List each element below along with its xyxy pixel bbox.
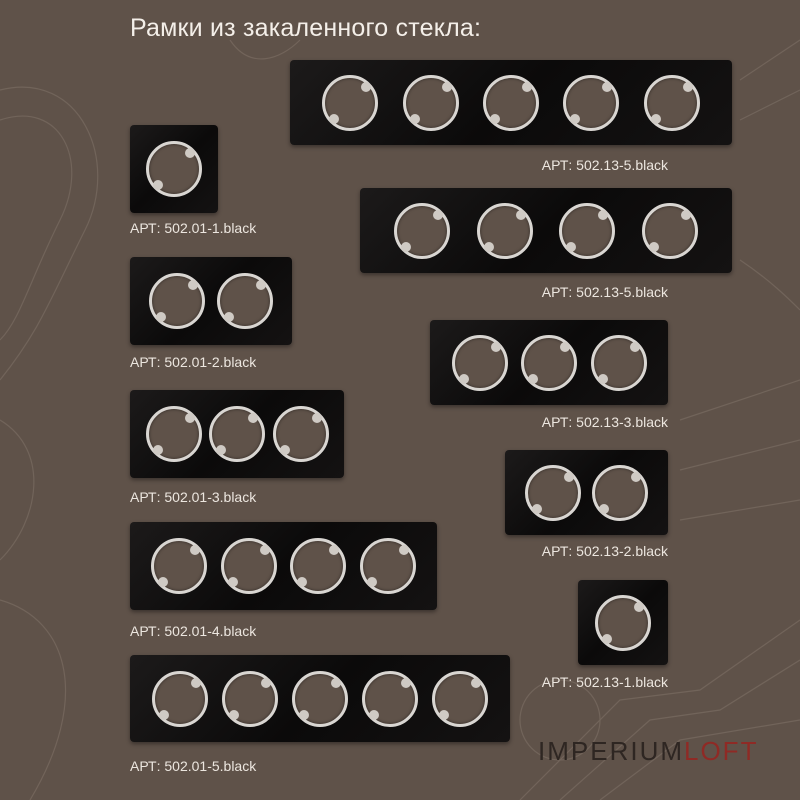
frame-right-1-gang [578, 580, 668, 665]
frame-right-5-gang [290, 60, 732, 145]
frame-left-1-gang [130, 125, 218, 213]
frame-left-2-gang [130, 257, 292, 345]
ring-opening [151, 538, 207, 594]
ring-opening [222, 671, 278, 727]
article-label: АРТ: 502.13-3.black [541, 414, 668, 430]
frame-left-3-gang [130, 390, 344, 478]
ring-opening [521, 335, 577, 391]
ring-opening [525, 465, 581, 521]
ring-opening [394, 203, 450, 259]
frame-left-5-gang [130, 655, 510, 742]
logo-part-loft: LOFT [684, 736, 759, 766]
frame-left-4-gang [130, 522, 437, 610]
article-label: АРТ: 502.01-3.black [130, 489, 257, 505]
ring-opening [221, 538, 277, 594]
ring-opening [273, 406, 329, 462]
article-label: АРТ: 502.13-2.black [541, 543, 668, 559]
ring-opening [362, 671, 418, 727]
article-label: АРТ: 502.13-1.black [541, 674, 668, 690]
frame-right-2-gang [505, 450, 668, 535]
ring-opening [592, 465, 648, 521]
logo-part-imperium: IMPERIUM [538, 736, 684, 766]
article-label: АРТ: 502.01-2.black [130, 354, 257, 370]
ring-opening [644, 75, 700, 131]
ring-opening [152, 671, 208, 727]
ring-opening [360, 538, 416, 594]
ring-opening [146, 406, 202, 462]
ring-opening [149, 273, 205, 329]
article-label: АРТ: 502.01-4.black [130, 623, 257, 639]
ring-opening [591, 335, 647, 391]
frame-right-4-gang [360, 188, 732, 273]
ring-opening [642, 203, 698, 259]
ring-opening [146, 141, 202, 197]
ring-opening [483, 75, 539, 131]
brand-logo [538, 736, 758, 767]
article-label: АРТ: 502.13-5.black [541, 157, 668, 173]
ring-opening [477, 203, 533, 259]
frame-right-3-gang [430, 320, 668, 405]
ring-opening [217, 273, 273, 329]
ring-opening [432, 671, 488, 727]
ring-opening [322, 75, 378, 131]
article-label: АРТ: 502.13-5.black [541, 284, 668, 300]
ring-opening [209, 406, 265, 462]
ring-opening [292, 671, 348, 727]
ring-opening [563, 75, 619, 131]
ring-opening [595, 595, 651, 651]
page-title: Рамки из закаленного стекла: [130, 14, 482, 42]
article-label: АРТ: 502.01-1.black [130, 220, 257, 236]
ring-opening [403, 75, 459, 131]
ring-opening [559, 203, 615, 259]
ring-opening [290, 538, 346, 594]
article-label: АРТ: 502.01-5.black [130, 758, 257, 774]
ring-opening [452, 335, 508, 391]
